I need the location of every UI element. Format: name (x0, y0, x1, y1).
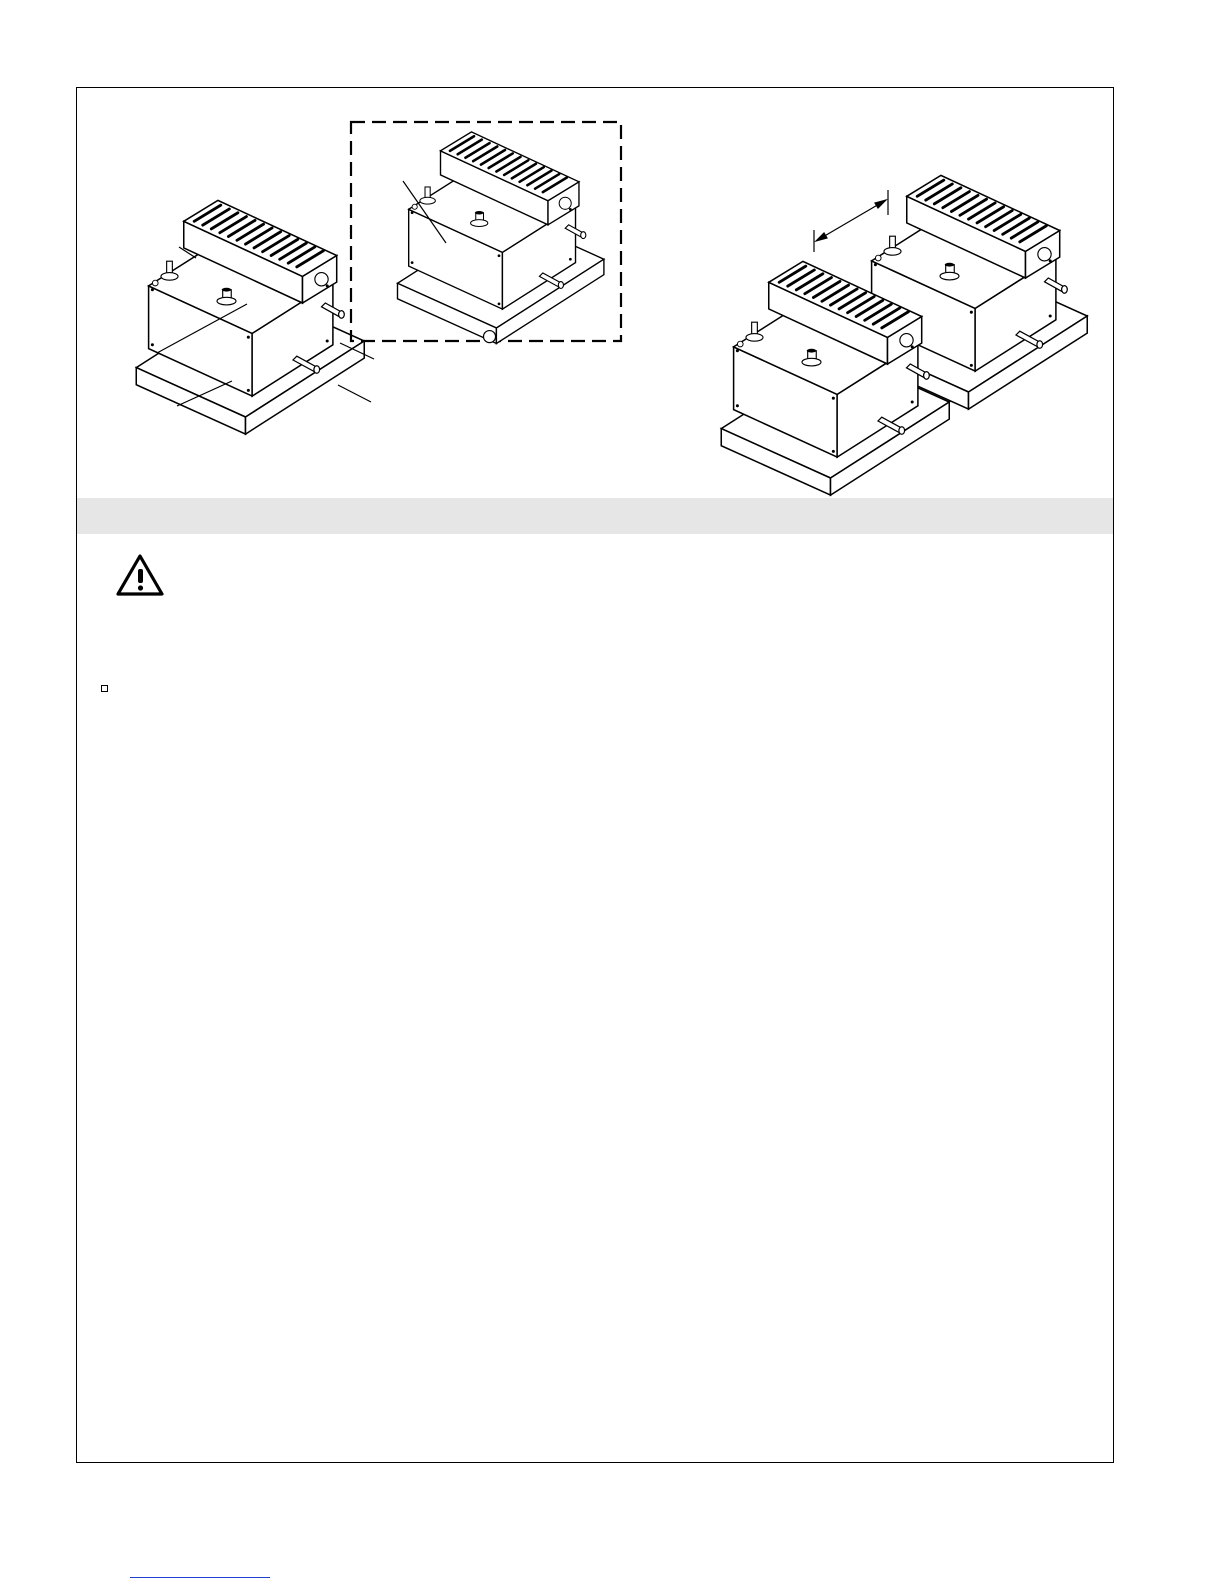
section-header-band (77, 498, 1113, 534)
left-unit-drawing (136, 200, 364, 434)
inset-unit-drawing (398, 132, 604, 344)
checkbox-icon[interactable] (101, 685, 108, 692)
warning-triangle-icon (115, 553, 165, 597)
footer-link-underline[interactable] (130, 1577, 270, 1578)
spacing-dimension (814, 190, 888, 252)
installation-figure (77, 88, 1113, 498)
